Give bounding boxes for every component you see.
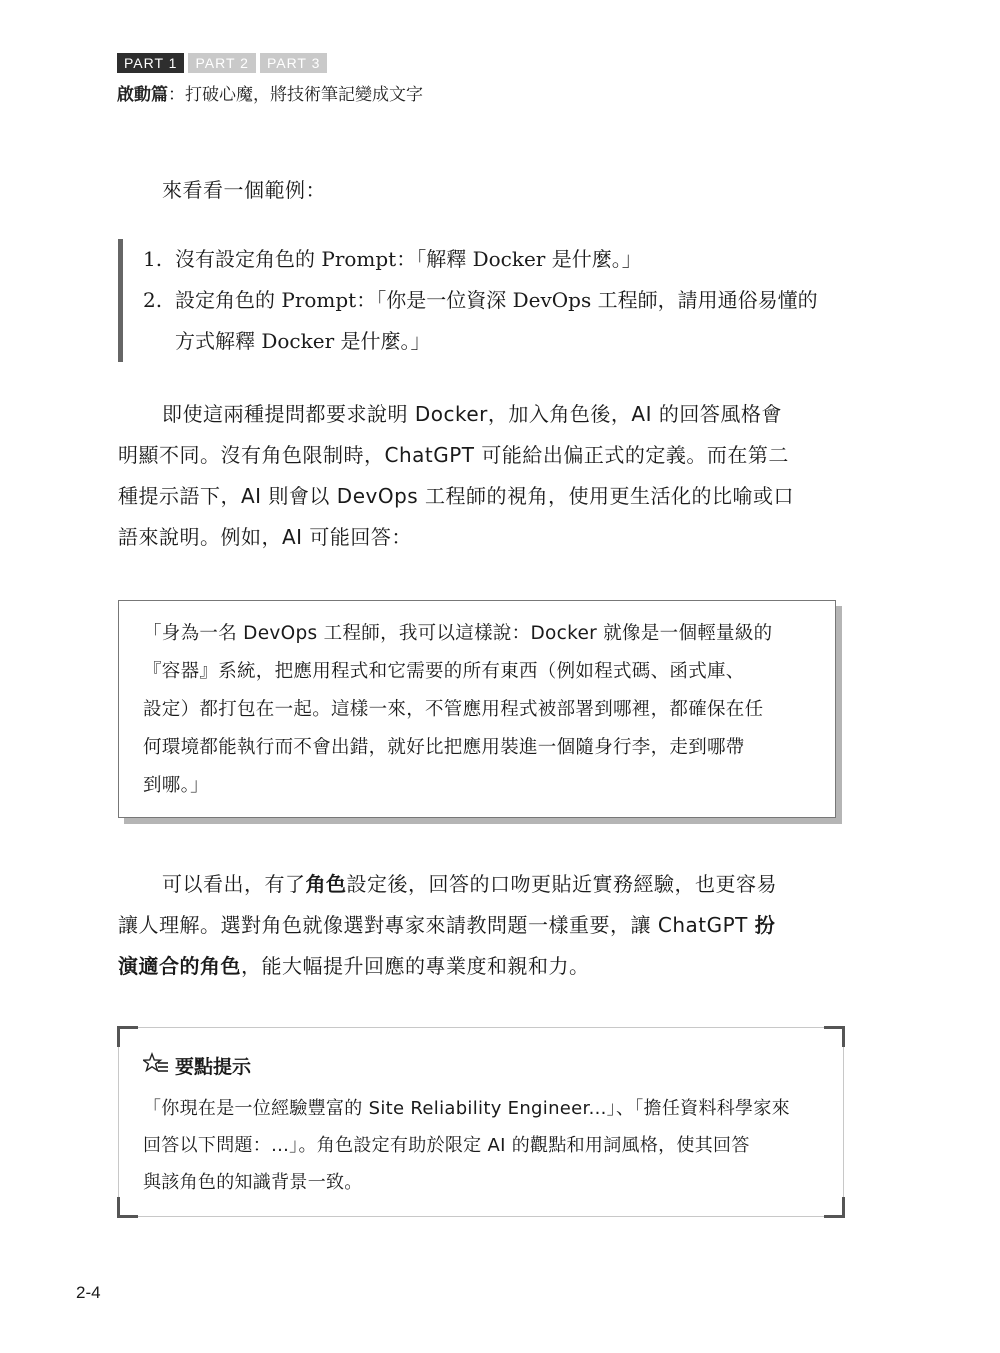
paragraph-text: ，能大幅提升回應的專業度和親和力。 bbox=[241, 954, 590, 978]
chapter-title-rest: ：打破心魔，將技術筆記變成文字 bbox=[168, 85, 423, 105]
paragraph-line: 語來說明。例如，AI 可能回答： bbox=[118, 525, 412, 549]
quote-line: 到哪。」 bbox=[143, 775, 209, 796]
paragraph-line: 種提示語下，AI 則會以 DevOps 工程師的視角，使用更生活化的比喻或口 bbox=[118, 484, 795, 508]
example-answer-text bbox=[143, 615, 815, 805]
list-item-continuation: 方式解釋 Docker 是什麼。」 bbox=[175, 329, 431, 353]
quote-line: 設定）都打包在一起。這樣一來，不管應用程式被部署到哪裡，都確保在任 bbox=[143, 699, 764, 720]
body-paragraph-1 bbox=[118, 394, 842, 558]
part-tabs bbox=[117, 53, 327, 73]
part-tab-1: PART 1 bbox=[117, 53, 184, 73]
chapter-title-bold: 啟動篇 bbox=[117, 85, 168, 105]
list-item-number: 1. bbox=[143, 247, 163, 271]
list-item-text: 設定角色的 Prompt：「你是一位資深 DevOps 工程師，請用通俗易懂的 bbox=[175, 288, 818, 312]
example-answer-box bbox=[118, 600, 836, 818]
paragraph-text: 可以看出，有了 bbox=[162, 872, 306, 896]
emphasis-text: 扮 bbox=[754, 913, 776, 937]
tip-line: 「你現在是一位經驗豐富的 Site Reliability Engineer...」、「擔任資料科學家來 bbox=[143, 1098, 790, 1119]
tip-line: 與該角色的知識背景一致。 bbox=[143, 1172, 363, 1193]
box-corner bbox=[824, 1026, 845, 1047]
star-list-icon bbox=[143, 1052, 169, 1079]
box-corner bbox=[117, 1026, 138, 1047]
intro-paragraph bbox=[118, 170, 842, 211]
body-paragraph-2 bbox=[118, 864, 842, 987]
quote-line: 何環境都能執行而不會出錯，就好比把應用裝進一個隨身行李，走到哪帶 bbox=[143, 737, 745, 758]
list-item-number: 2. bbox=[143, 288, 163, 312]
quote-line: 『容器』系統，把應用程式和它需要的所有東西（例如程式碼、函式庫、 bbox=[143, 661, 745, 682]
paragraph-text: 讓人理解。選對角色就像選對專家來請教問題一樣重要，讓 ChatGPT bbox=[118, 913, 755, 937]
key-points-heading bbox=[143, 1052, 251, 1079]
box-corner bbox=[824, 1197, 845, 1218]
list-item bbox=[143, 239, 873, 280]
part-tab-2: PART 2 bbox=[188, 53, 255, 73]
part-tab-3: PART 3 bbox=[260, 53, 327, 73]
emphasis-text: 演適合的角色 bbox=[118, 954, 241, 978]
page-number: 2-4 bbox=[76, 1283, 101, 1302]
box-corner bbox=[117, 1197, 138, 1218]
key-points-title: 要點提示 bbox=[175, 1056, 252, 1078]
key-points-box bbox=[118, 1027, 844, 1217]
emphasis-text: 角色 bbox=[305, 872, 347, 896]
list-item-text: 沒有設定角色的 Prompt：「解釋 Docker 是什麼。」 bbox=[175, 247, 642, 271]
list-item bbox=[143, 280, 873, 362]
key-points-body bbox=[143, 1090, 823, 1201]
intro-text: 來看看一個範例： bbox=[162, 178, 326, 202]
chapter-title bbox=[117, 80, 423, 105]
prompt-example-list bbox=[118, 239, 873, 362]
paragraph-line: 明顯不同。沒有角色限制時，ChatGPT 可能給出偏正式的定義。而在第二 bbox=[118, 443, 789, 467]
paragraph-text: 設定後，回答的口吻更貼近實務經驗，也更容易 bbox=[346, 872, 777, 896]
tip-line: 回答以下問題：...」。角色設定有助於限定 AI 的觀點和用詞風格，使其回答 bbox=[143, 1135, 750, 1156]
quote-line: 「身為一名 DevOps 工程師，我可以這樣說：Docker 就像是一個輕量級的 bbox=[143, 623, 773, 644]
paragraph-line: 即使這兩種提問都要求說明 Docker，加入角色後，AI 的回答風格會 bbox=[162, 402, 782, 426]
